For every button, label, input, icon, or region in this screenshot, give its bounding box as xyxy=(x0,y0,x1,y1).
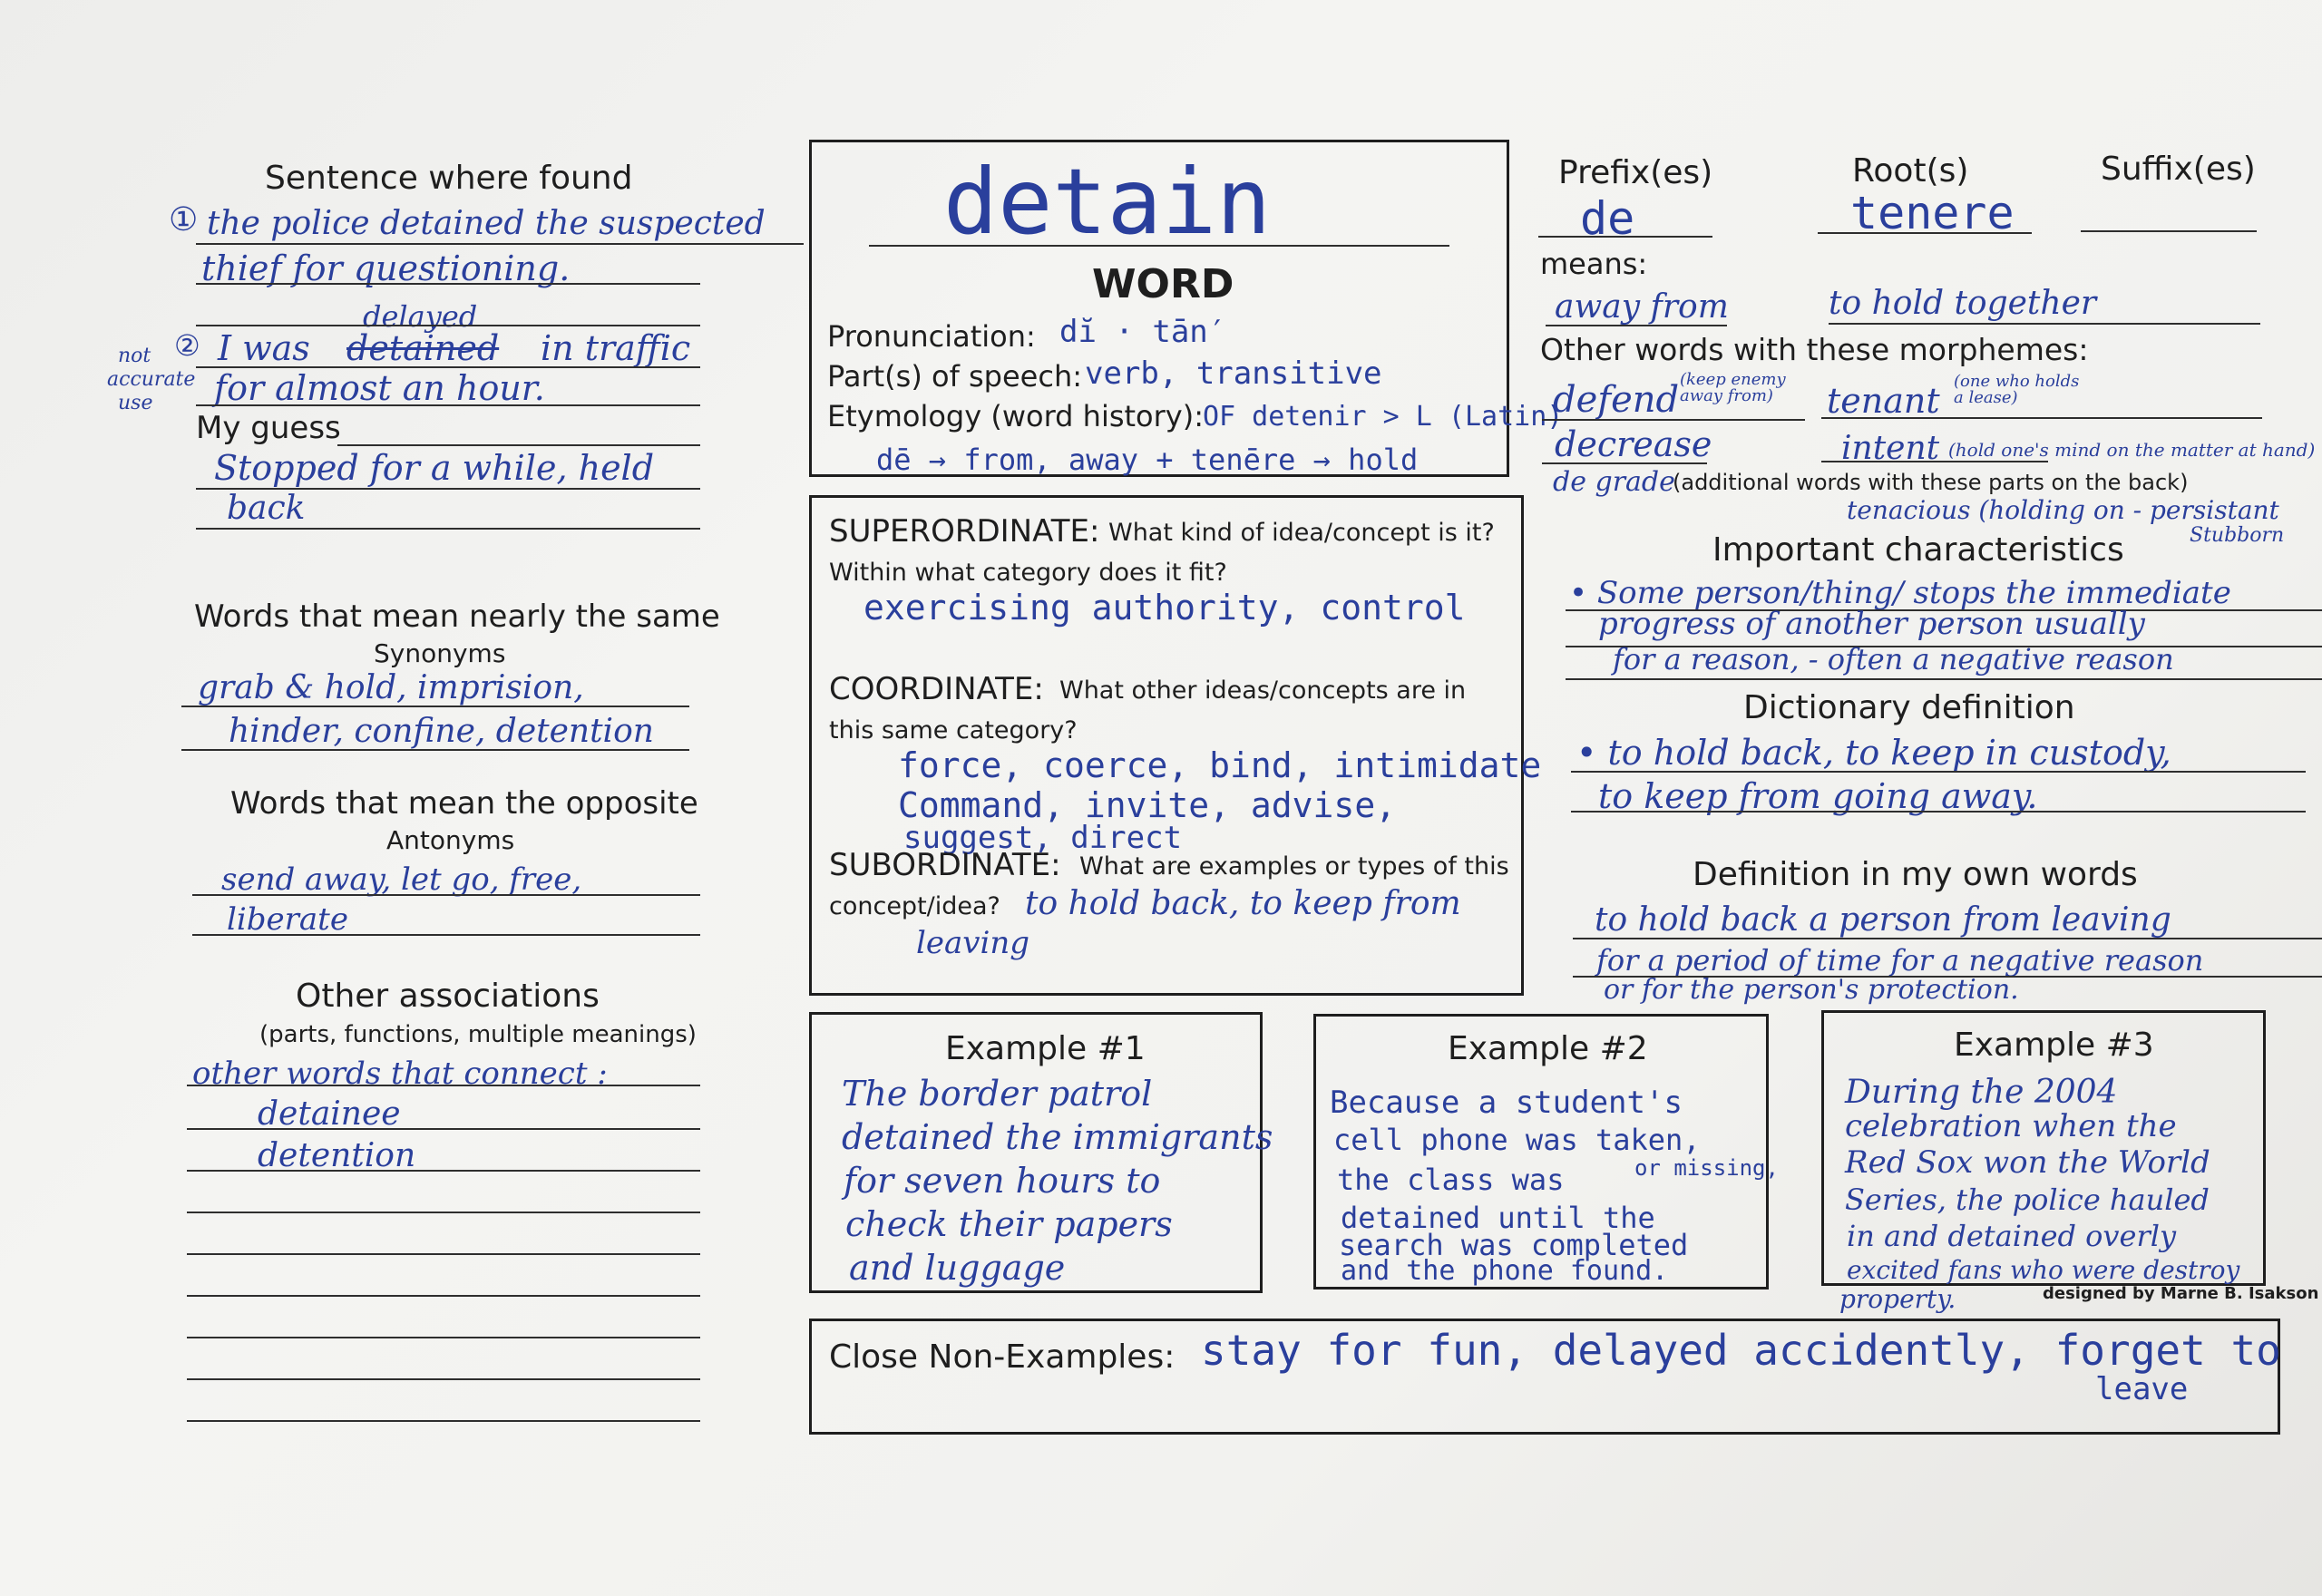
rule xyxy=(187,1420,700,1422)
rule xyxy=(1821,417,2262,419)
synonyms-line1: grab & hold, imprision, xyxy=(198,669,584,706)
dictionary-title: Dictionary definition xyxy=(1743,689,2075,726)
superordinate-question2: Within what category does it fit? xyxy=(829,559,1227,587)
sentence-title: Sentence where found xyxy=(265,160,633,197)
rule xyxy=(1566,678,2322,680)
rule xyxy=(1542,462,1707,464)
example3-line2: celebration when the xyxy=(1845,1108,2177,1144)
superordinate-question1: What kind of idea/concept is it? xyxy=(1108,519,1495,547)
pronunciation-value: dĭ · tān′ xyxy=(1059,314,1227,350)
rule xyxy=(192,934,700,936)
sentence1-line1: the police detained the suspected xyxy=(207,205,766,242)
dictionary-line1: • to hold back, to keep in custody, xyxy=(1576,733,2171,773)
root-label: Root(s) xyxy=(1852,152,1969,190)
subordinate-answer2: leaving xyxy=(916,925,1030,961)
rule xyxy=(196,283,700,285)
coordinate-answer3: suggest, direct xyxy=(903,820,1183,856)
coordinate-question1: What other ideas/concepts are in xyxy=(1059,676,1467,705)
coordinate-answer1: force, coerce, bind, intimidate xyxy=(898,745,1542,785)
non-examples-label: Close Non-Examples: xyxy=(829,1338,1176,1376)
prefix-label: Prefix(es) xyxy=(1558,154,1713,191)
non-examples-answer2: leave xyxy=(2095,1371,2189,1407)
morpheme-word-stubborn: Stubborn xyxy=(2190,524,2285,547)
example3-line1: During the 2004 xyxy=(1845,1074,2118,1111)
rule xyxy=(196,243,804,245)
sentence2-correction: delayed xyxy=(363,299,478,334)
rule xyxy=(196,404,700,406)
example1-line1: The border patrol xyxy=(842,1074,1153,1114)
word-label: WORD xyxy=(1092,261,1234,307)
suffix-label: Suffix(es) xyxy=(2101,151,2256,188)
rule xyxy=(196,325,700,326)
superordinate-answer: exercising authority, control xyxy=(863,588,1466,628)
example3-line4: Series, the police hauled xyxy=(1845,1182,2210,1217)
rule xyxy=(1542,419,1805,421)
rule xyxy=(187,1337,700,1338)
rule xyxy=(1821,461,2048,462)
own-words-line2: for a period of time for a negative reason xyxy=(1596,943,2204,978)
example2-line1: Because a student's xyxy=(1330,1085,1683,1121)
assoc-line2: detainee xyxy=(258,1095,401,1133)
example3-line7: property. xyxy=(1839,1284,1956,1314)
antonyms-sub: Antonyms xyxy=(386,825,515,855)
example2-line3-note: or missing, xyxy=(1634,1155,1779,1181)
rule xyxy=(187,1378,700,1380)
dictionary-line2: to keep from going away. xyxy=(1598,776,2038,816)
superordinate-label: SUPERORDINATE: xyxy=(829,513,1100,550)
root-rule xyxy=(1818,232,2032,234)
example3-line6: excited fans who were destroy xyxy=(1847,1255,2240,1285)
rule xyxy=(1573,938,2322,939)
margin-note-accurate: accurate xyxy=(107,368,196,391)
rule xyxy=(1571,811,2306,813)
rule xyxy=(187,1170,700,1172)
other-words-label: Other words with these morphemes: xyxy=(1540,332,2089,367)
rule xyxy=(181,749,689,751)
example1-line2: detained the immigrants xyxy=(842,1117,1273,1157)
word-rule xyxy=(869,245,1449,247)
own-words-line3: or for the person's protection. xyxy=(1604,974,2019,1006)
prefix-value: de xyxy=(1580,192,1635,245)
characteristics-title: Important characteristics xyxy=(1712,531,2124,569)
antonyms-line2: liberate xyxy=(227,901,348,938)
etymology-label: Etymology (word history): xyxy=(827,399,1204,433)
rule xyxy=(187,1128,700,1130)
synonyms-sub: Synonyms xyxy=(374,638,506,668)
prefix-means: away from xyxy=(1555,288,1729,326)
example2-line4: detained until the xyxy=(1341,1201,1655,1235)
additional-words-note: (additional words with these parts on the back) xyxy=(1673,470,2189,495)
subordinate-question2: concept/idea? xyxy=(829,892,1000,920)
rule xyxy=(1829,323,2260,325)
example1-line4: check their papers xyxy=(845,1204,1173,1244)
pos-value: verb, transitive xyxy=(1085,355,1382,392)
morpheme-word-intent: intent xyxy=(1841,430,1940,467)
non-examples-answer: stay for fun, delayed accidently, forget to xyxy=(1201,1326,2281,1375)
guess-line1: Stopped for a while, held xyxy=(214,448,655,488)
prefix-rule xyxy=(1538,236,1712,238)
example2-line2: cell phone was taken, xyxy=(1333,1123,1701,1157)
morpheme-word-intent-note: (hold one's mind on the matter at hand) xyxy=(1948,439,2316,461)
rule xyxy=(1571,771,2306,773)
etymology-line1: OF detenir > L (Latin) xyxy=(1203,401,1564,433)
sentence2-struck: detained xyxy=(346,328,500,368)
sentence1-marker: ① xyxy=(169,201,199,238)
example2-line5: search was completed xyxy=(1339,1228,1689,1262)
example3-line5: in and detained overly xyxy=(1847,1219,2177,1253)
example3-line3: Red Sox won the World xyxy=(1845,1144,2210,1181)
morpheme-word-tenacious: tenacious (holding on - persistant xyxy=(1847,495,2279,525)
guess-label: My guess xyxy=(196,410,341,446)
rule xyxy=(187,1295,700,1297)
morpheme-word-tenant-note: (one who holds a lease) xyxy=(1954,372,2080,407)
coordinate-question2: this same category? xyxy=(829,716,1078,744)
example2-line3: the class was xyxy=(1337,1163,1565,1197)
target-word: detain xyxy=(943,149,1272,255)
assoc-line3: detention xyxy=(258,1137,416,1174)
rule xyxy=(181,706,689,707)
subordinate-question1: What are examples or types of this xyxy=(1079,852,1509,881)
means-label: means: xyxy=(1540,247,1648,281)
morpheme-word-defend-note: (keep enemy away from) xyxy=(1680,370,1786,405)
assoc-sub: (parts, functions, multiple meanings) xyxy=(259,1021,697,1048)
margin-note-not: not xyxy=(118,345,151,367)
root-value: tenere xyxy=(1850,187,2015,239)
example2-line6: and the phone found. xyxy=(1341,1255,1669,1287)
morpheme-word-degrade: de grade xyxy=(1553,466,1675,498)
morpheme-word-tenant: tenant xyxy=(1827,381,1940,421)
root-means: to hold together xyxy=(1829,285,2097,322)
coordinate-label: COORDINATE: xyxy=(829,671,1044,707)
guess-line2: back xyxy=(227,490,306,527)
morpheme-word-decrease: decrease xyxy=(1555,424,1712,464)
example1-line3: for seven hours to xyxy=(844,1161,1161,1201)
example2-title: Example #2 xyxy=(1448,1030,1648,1067)
rule xyxy=(187,1253,700,1255)
own-words-line1: to hold back a person from leaving xyxy=(1595,901,2171,939)
morpheme-word-defend: defend xyxy=(1553,379,1680,421)
characteristics-line3: for a reason, - often a negative reason xyxy=(1613,642,2174,676)
sentence2-end: in traffic xyxy=(541,328,691,368)
assoc-line1: other words that connect : xyxy=(192,1056,608,1092)
example3-title: Example #3 xyxy=(1954,1027,2154,1064)
rule xyxy=(192,894,700,896)
characteristics-line1: • Some person/thing/ stops the immediate xyxy=(1569,575,2231,611)
synonyms-line2: hinder, confine, detention xyxy=(229,713,654,750)
rule xyxy=(196,528,700,530)
antonyms-line1: send away, let go, free, xyxy=(221,861,582,898)
assoc-title: Other associations xyxy=(296,978,600,1015)
designer-credit: designed by Marne B. Isakson xyxy=(2043,1284,2319,1303)
own-words-title: Definition in my own words xyxy=(1693,856,2138,893)
margin-note-use: use xyxy=(118,392,153,414)
sentence2-line2: for almost an hour. xyxy=(214,368,545,408)
example1-line5: and luggage xyxy=(849,1248,1066,1288)
suffix-rule xyxy=(2081,230,2257,232)
characteristics-line2: progress of another person usually xyxy=(1598,606,2145,642)
antonyms-title: Words that mean the opposite xyxy=(230,785,698,822)
example1-title: Example #1 xyxy=(945,1030,1146,1067)
rule xyxy=(187,1212,700,1213)
synonyms-title: Words that mean nearly the same xyxy=(194,598,720,635)
sentence2-start: I was xyxy=(218,328,310,368)
sentence1-line2: thief for questioning. xyxy=(201,248,571,288)
etymology-line2: dē → from, away + tenēre → hold xyxy=(876,443,1419,477)
sentence2-marker: ② xyxy=(174,328,200,363)
subordinate-answer1: to hold back, to keep from xyxy=(1025,885,1461,922)
pos-label: Part(s) of speech: xyxy=(827,359,1083,394)
subordinate-label: SUBORDINATE: xyxy=(829,847,1061,883)
rule xyxy=(187,1085,700,1086)
rule xyxy=(1546,325,1727,326)
rule xyxy=(337,444,700,446)
pronunciation-label: Pronunciation: xyxy=(827,319,1036,354)
coordinate-answer2: Command, invite, advise, xyxy=(898,785,1397,825)
